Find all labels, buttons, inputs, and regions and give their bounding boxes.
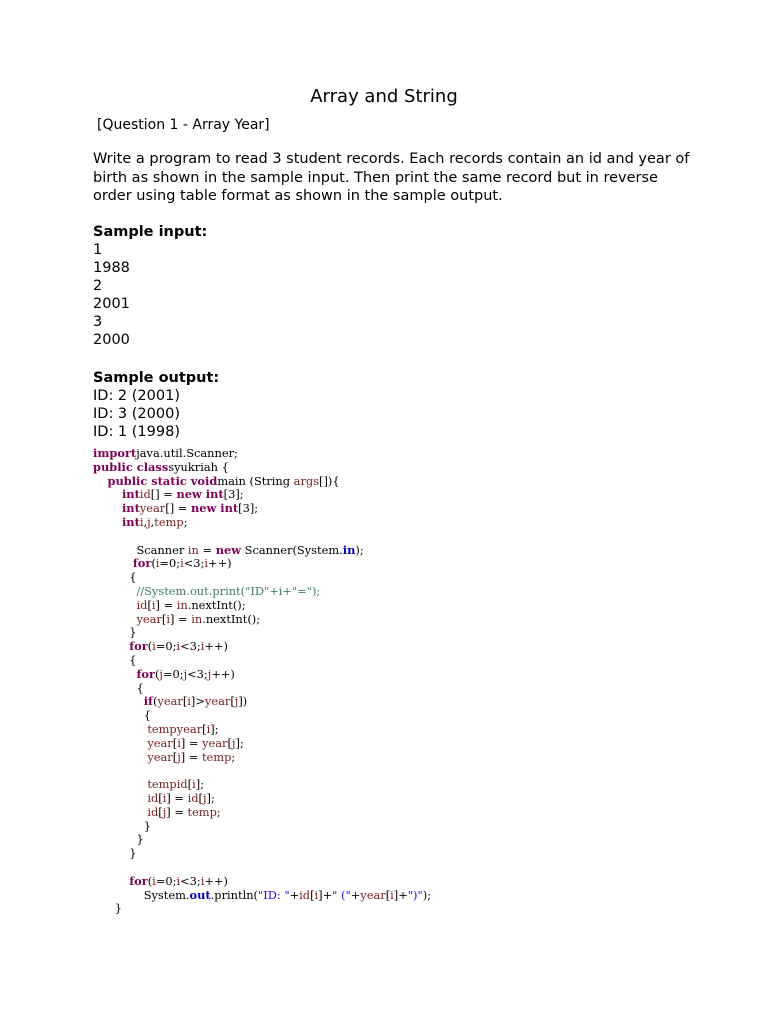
code-token: " ("	[332, 887, 351, 902]
code-token: j	[183, 666, 188, 681]
code-token: ]+	[393, 887, 408, 902]
code-token: }	[93, 846, 137, 861]
code-token: temp	[201, 749, 232, 764]
code-token: new int	[190, 501, 239, 516]
code-token: ++)	[204, 873, 228, 888]
code-token	[93, 805, 147, 819]
code-token: int	[121, 514, 140, 529]
code-token: [3];	[223, 487, 244, 502]
code-token: j	[162, 804, 167, 819]
code-token: year	[136, 611, 162, 626]
code-line	[93, 530, 431, 544]
code-token: {	[93, 708, 151, 723]
code-token: (	[154, 666, 160, 681]
code-token: main (String	[217, 473, 294, 488]
code-token: [	[198, 790, 203, 805]
sample-input-line: 1	[93, 242, 103, 258]
code-token: =0;	[155, 639, 177, 654]
sample-input-line: 2	[93, 278, 103, 294]
code-token: Scanner	[93, 542, 188, 557]
code-token: id	[176, 777, 188, 792]
code-token: i	[314, 887, 319, 902]
code-token: [	[182, 694, 188, 709]
code-token: (	[147, 873, 153, 888]
code-token: i	[155, 556, 160, 571]
code-token: [	[158, 790, 163, 805]
code-token: for	[136, 666, 155, 681]
code-token	[93, 639, 129, 653]
code-token	[93, 777, 147, 791]
code-token: id	[187, 790, 199, 805]
code-token: in	[187, 542, 199, 557]
code-token: i	[151, 597, 156, 612]
code-token: id	[299, 887, 311, 902]
code-token: temp	[147, 721, 177, 736]
code-token: <3;	[180, 873, 201, 888]
code-token: ] =	[166, 804, 188, 819]
code-token	[93, 667, 136, 681]
code-token: public static void	[107, 473, 218, 488]
question-label: [Question 1 - Array Year]	[97, 117, 270, 133]
code-token: ];	[235, 735, 244, 750]
code-token: [	[310, 887, 315, 902]
code-token: j	[202, 790, 207, 805]
code-token: [	[385, 887, 391, 902]
code-token: j	[231, 735, 236, 750]
code-line	[93, 557, 431, 571]
code-token: for	[129, 873, 148, 888]
code-token: temp	[187, 804, 217, 819]
code-token: for	[129, 639, 148, 654]
code-token: j	[177, 749, 181, 764]
code-token: year	[360, 887, 386, 902]
code-token: <3;	[187, 666, 208, 681]
code-line	[93, 875, 431, 889]
code-token: public class	[93, 459, 169, 474]
code-token: <3;	[180, 639, 201, 654]
code-token: =0;	[159, 556, 181, 571]
code-token: ] =	[155, 597, 177, 612]
code-token: new	[215, 542, 242, 557]
code-token: in	[176, 597, 188, 612]
code-line	[93, 889, 431, 903]
sample-input-block	[93, 223, 207, 349]
code-token: for	[132, 556, 152, 571]
code-token: [] =	[150, 487, 177, 502]
code-token: =	[198, 542, 216, 557]
code-line	[93, 902, 431, 916]
code-line	[93, 833, 431, 847]
code-listing	[93, 447, 431, 916]
code-token: ++)	[211, 666, 235, 681]
code-token: id	[147, 790, 159, 805]
code-token: i	[166, 611, 170, 626]
sample-input-heading: Sample input:	[93, 224, 208, 240]
code-token: +	[350, 887, 361, 902]
code-token: [	[172, 749, 178, 764]
code-token: {	[93, 680, 144, 695]
code-token: year	[204, 694, 231, 709]
code-line	[93, 792, 431, 806]
sample-output-line: ID: 1 (1998)	[93, 424, 180, 440]
code-line	[93, 447, 431, 461]
code-token: i	[200, 873, 205, 888]
code-token: ] =	[180, 735, 203, 750]
code-line	[93, 709, 431, 723]
code-token: year	[147, 735, 173, 750]
code-line	[93, 723, 431, 737]
code-line	[93, 488, 431, 502]
code-token: ];	[210, 721, 219, 736]
code-line	[93, 654, 431, 668]
sample-input-line: 3	[93, 314, 103, 330]
code-token: System.	[93, 887, 190, 902]
code-line	[93, 613, 431, 627]
code-token: ]+	[318, 887, 333, 902]
code-line	[93, 640, 431, 654]
code-token: ;	[183, 514, 188, 529]
code-token: int	[121, 487, 140, 502]
code-token	[93, 791, 147, 805]
code-line	[93, 820, 431, 834]
code-token: ] =	[180, 749, 202, 764]
code-token: out	[189, 887, 211, 902]
code-line	[93, 847, 431, 861]
code-token: i	[204, 556, 209, 571]
code-token	[93, 501, 122, 515]
code-token: ;	[231, 749, 236, 764]
code-token: }	[93, 832, 144, 847]
code-token: i	[139, 514, 144, 529]
code-token: year	[139, 501, 166, 516]
code-token: year	[176, 721, 203, 736]
code-token: i	[152, 639, 156, 654]
code-line	[93, 751, 431, 765]
code-token: =0;	[162, 666, 184, 681]
code-token	[93, 474, 107, 488]
code-token	[93, 487, 122, 501]
code-token: .println(	[210, 887, 258, 902]
code-line	[93, 861, 431, 875]
code-line	[93, 544, 431, 558]
code-token: year	[157, 694, 183, 709]
code-token	[93, 694, 144, 708]
code-token: ,	[150, 514, 155, 529]
code-token	[93, 584, 136, 598]
code-token: j	[159, 666, 163, 681]
code-token: i	[176, 873, 181, 888]
code-token: year	[202, 735, 228, 750]
code-token: ];	[206, 790, 215, 805]
code-line	[93, 461, 431, 475]
sample-input-line: 2000	[93, 332, 130, 348]
code-token: [3];	[238, 501, 259, 516]
code-token: []){	[319, 473, 340, 488]
code-token: );	[355, 542, 364, 557]
code-token: {	[93, 652, 137, 667]
code-token: ] =	[166, 790, 188, 805]
code-token: }	[93, 625, 137, 640]
code-token	[93, 874, 129, 888]
question-description: Write a program to read 3 student records. Each records contain an id and year of birth as shown in the sample input. Then print the same record but in reverse order using table format as shown in the sample output.	[93, 151, 690, 204]
code-token: in	[191, 611, 203, 626]
code-token: {	[93, 570, 137, 585]
code-line	[93, 599, 431, 613]
code-token: i	[180, 556, 184, 571]
code-token: [	[172, 735, 178, 750]
code-line	[93, 626, 431, 640]
code-line	[93, 737, 431, 751]
code-token: (	[151, 556, 156, 571]
code-token: }	[93, 818, 151, 833]
code-token: id	[139, 487, 151, 502]
sample-input-line: 2001	[93, 296, 130, 312]
code-line	[93, 668, 431, 682]
code-token	[93, 556, 133, 570]
code-token: i	[176, 639, 181, 654]
code-line	[93, 682, 431, 696]
code-token: import	[93, 446, 137, 460]
code-token: .nextInt();	[187, 597, 246, 612]
code-token	[93, 598, 136, 612]
code-token: +	[289, 887, 300, 902]
code-token	[93, 515, 122, 529]
code-token: new int	[176, 487, 224, 502]
code-line	[93, 571, 431, 585]
code-token: int	[121, 501, 140, 516]
code-token: temp	[147, 777, 177, 792]
code-token: ];	[195, 777, 205, 792]
code-token: [	[187, 777, 193, 792]
code-token	[93, 612, 136, 626]
code-token: id	[136, 597, 148, 612]
code-token: syukriah {	[168, 459, 229, 474]
code-token: java.util.Scanner;	[136, 446, 238, 460]
code-token: (	[152, 694, 158, 709]
code-token: (	[147, 639, 153, 654]
sample-output-line: ID: 2 (2001)	[93, 388, 180, 404]
code-token: [	[161, 611, 167, 626]
code-token: i	[177, 735, 181, 750]
sample-output-line: ID: 3 (2000)	[93, 406, 180, 422]
code-token: [	[158, 804, 163, 819]
code-token: j	[207, 666, 212, 681]
code-token: args	[293, 473, 320, 488]
code-line	[93, 778, 431, 792]
sample-output-block	[93, 369, 219, 441]
code-token: id	[147, 804, 159, 819]
code-token: ])	[238, 694, 248, 709]
code-line	[93, 475, 431, 489]
code-token: [	[147, 597, 152, 612]
code-token: i	[187, 694, 191, 709]
code-token: i	[152, 873, 156, 888]
code-token: .nextInt();	[202, 611, 261, 626]
code-token: i	[192, 777, 196, 792]
code-line	[93, 516, 431, 530]
code-token: }	[93, 901, 122, 916]
code-line	[93, 764, 431, 778]
sample-output-heading: Sample output:	[93, 370, 220, 386]
code-line	[93, 502, 431, 516]
code-token: ++)	[208, 556, 232, 571]
code-token: ] =	[169, 611, 192, 626]
code-token: temp	[154, 514, 184, 529]
code-token: i	[162, 790, 167, 805]
code-line	[93, 585, 431, 599]
code-token: Scanner(System.	[241, 542, 343, 557]
code-token	[93, 722, 147, 736]
code-token: if	[143, 694, 153, 709]
code-token: year	[147, 749, 173, 764]
code-token: //System.out.print("ID"+i+"=");	[136, 583, 321, 598]
sample-input-line: 1988	[93, 260, 130, 276]
code-token: ,	[143, 514, 148, 529]
code-token: ]>	[190, 694, 205, 709]
code-token: in	[342, 542, 356, 557]
code-token: [	[230, 694, 235, 709]
code-token: j	[234, 694, 239, 709]
code-token: ;	[216, 804, 221, 819]
code-line	[93, 695, 431, 709]
code-token: =0;	[155, 873, 177, 888]
code-token: "ID: "	[258, 887, 290, 902]
code-token: [	[202, 721, 207, 736]
code-token: [	[227, 735, 232, 750]
code-token: i	[206, 721, 211, 736]
code-token	[93, 750, 147, 764]
code-token: i	[390, 887, 394, 902]
code-token: ++)	[204, 639, 228, 654]
code-token: j	[147, 514, 151, 529]
page-title: Array and String	[310, 86, 458, 107]
code-token: );	[422, 887, 432, 902]
code-token: [] =	[165, 501, 191, 516]
code-token: ")"	[407, 887, 423, 902]
code-token: i	[200, 639, 205, 654]
code-token: <3;	[183, 556, 205, 571]
code-token	[93, 736, 147, 750]
code-line	[93, 806, 431, 820]
